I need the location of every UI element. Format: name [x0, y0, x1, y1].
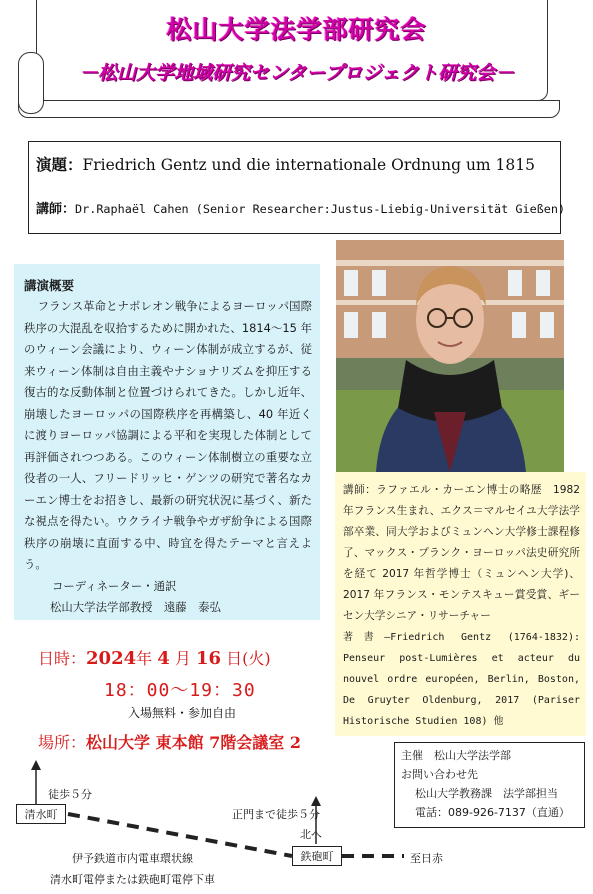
page-title: 松山大学法学部研究会: [166, 15, 427, 44]
station-shimizumachi: 清水町: [16, 804, 66, 824]
speaker-text: Dr.Raphaël Cahen (Senior Researcher:Justus-Liebig-Universität Gießen): [75, 202, 566, 216]
place-label: 場所：: [38, 733, 87, 752]
topic-text: Friedrich Gentz und die internationale Ordnung um 1815: [82, 156, 536, 174]
speaker-label: 講師：: [36, 202, 76, 217]
topic-label: 演題：: [36, 156, 83, 174]
abstract-heading: 講演概要: [24, 278, 75, 293]
contact-office: 松山大学教務課 法学部担当: [415, 787, 558, 800]
event-date: [38, 646, 271, 669]
date-month: 4: [157, 648, 170, 669]
tram-line-name: 伊予鉄道市内電車環状線: [72, 852, 193, 865]
north-direction: 北へ: [300, 828, 322, 841]
date-month-suffix: 月: [169, 649, 196, 668]
scroll-bottom-roll: [18, 100, 560, 118]
admission-note: 入場無料・参加自由: [128, 706, 237, 720]
speaker-works: 著書―Friedrich Gentz (1764-1832): Penseur post-Lumières et acteur du nouvel ordre européen, Berlin, Boston, De Gruyter Oldenburg, 2017 (Pariser Historische Studien 108) 他: [343, 632, 580, 727]
date-day-suffix: 日(火): [221, 649, 271, 668]
coordinator-label: コーディネーター・通訳: [52, 578, 177, 593]
tram-stop-note: 清水町電停または鉄砲町電停下車: [50, 873, 215, 886]
date-day: 16: [195, 648, 221, 669]
station-teppocho: 鉄砲町: [292, 846, 342, 866]
lecture-speaker: [36, 198, 565, 217]
speaker-bio-text: 講師：ラファエル・カーエン博士の略歴 1982 年フランス生まれ、エクス＝マルセイユ大学法学部卒業、同大学およびミュンヘン大学修士課程修了、マックス・プランク・ヨーロッパ法史研究所を経て 2017 年哲学博士（ミュンヘン大学)、2017 年フランス・モンテスキュー賞受賞、ギーセン大学シニア・リサーチャー: [343, 484, 580, 622]
speaker-photo: [336, 240, 564, 472]
walk-arrow-head-1: [31, 760, 41, 770]
date-label: 日時：: [38, 649, 87, 668]
page-subtitle: －松山大学地域研究センタープロジェクト研究会－: [79, 62, 514, 84]
abstract-panel: [14, 264, 320, 620]
organizer-box: [394, 742, 585, 828]
toward-nisseki: 至日赤: [410, 852, 443, 865]
organizer-host: 主催 松山大学法学部: [401, 749, 511, 762]
date-year-suffix: 年: [136, 649, 158, 668]
event-time: 18：00～19：30: [104, 680, 256, 701]
coordinator-name: 松山大学法学部教授 遠藤 泰弘: [50, 599, 221, 614]
date-year: 2024: [86, 648, 137, 669]
speaker-portrait-illustration: [336, 240, 564, 472]
place-text: 松山大学 東本館 7階会議室 2: [86, 733, 301, 752]
lecture-topic: [36, 153, 535, 175]
contact-phone: 電話：089-926-7137（直通）: [415, 806, 570, 819]
contact-label: お問い合わせ先: [401, 768, 478, 781]
speaker-bio-panel: [335, 472, 586, 736]
walk-arrow-head-2: [311, 796, 321, 806]
walk-time-1: 徒歩５分: [48, 788, 92, 801]
walk-to-gate: 正門まで徒歩５分: [232, 808, 320, 821]
abstract-body: フランス革命とナポレオン戦争によるヨーロッパ国際秩序の大混乱を収拾するために開かれた、1814～15 年のウィーン会議により、ウィーン体制が成立するが、従来ウィーン体制は自由主義やナショナリズムを抑圧する復古的な反動体制と位置づけられてきた。しかし近年、崩壊したヨーロッパの国際秩序を再構築し、40 年近くに渡りヨーロッパ協調による平和を実現した体制として再評価されつつある。このウィーン体制樹立の重要な立役者の一人、フリードリッヒ・ゲンツの研究で著名なカーエン博士をお招きし、最新の研究状況に基づく、新たな視点を得たい。ウクライナ戦争やガザ紛争による国際秩序の崩壊に直面する中、時宜を得たテーマと言えよう。: [24, 299, 312, 571]
